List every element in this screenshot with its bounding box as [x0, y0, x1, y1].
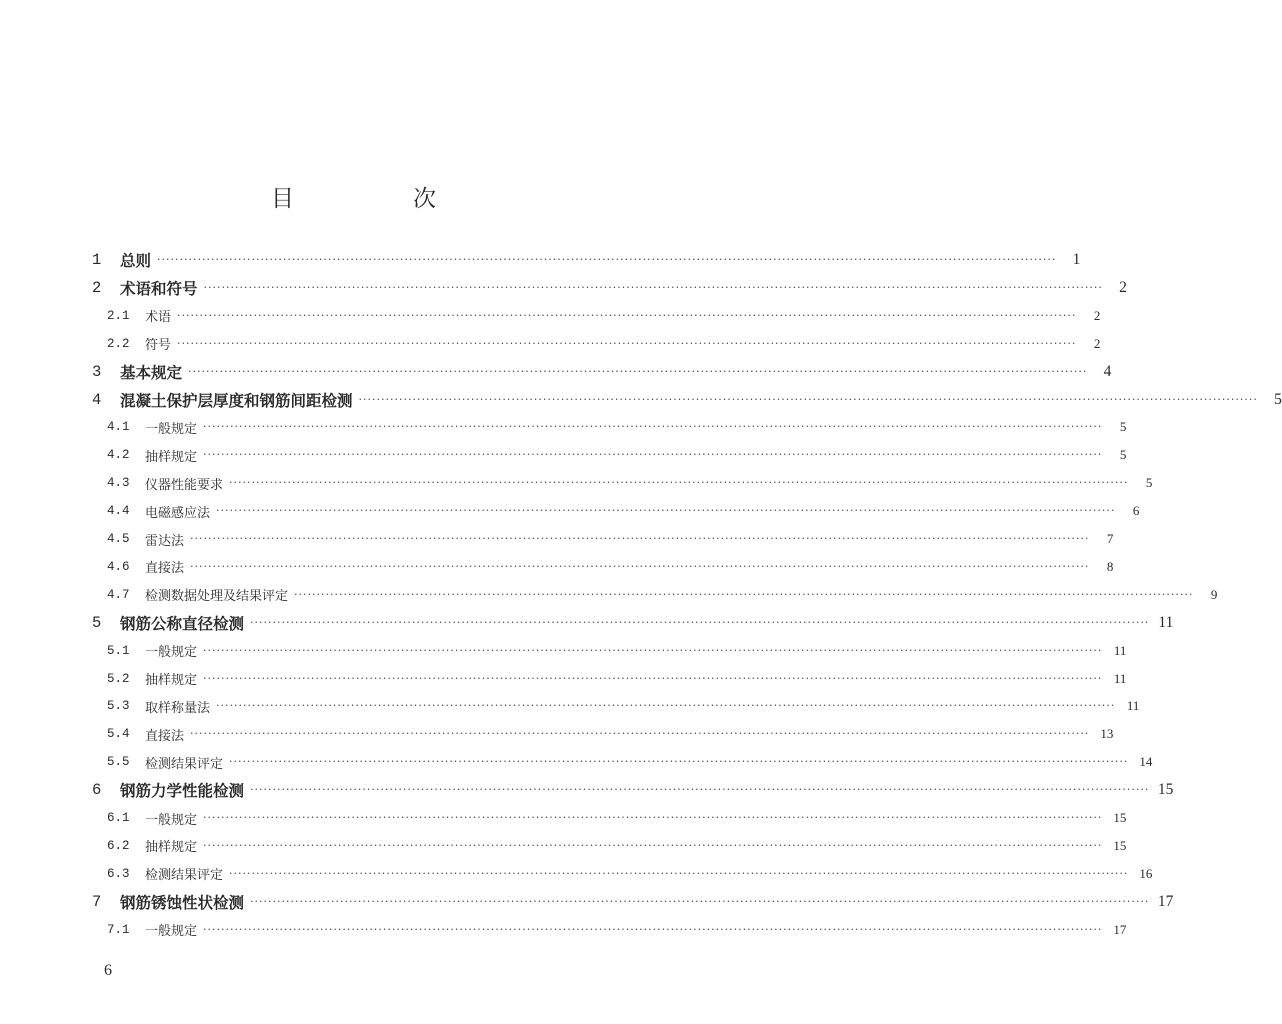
toc-section-entry[interactable] — [107, 641, 1127, 661]
toc-dot-leader: ········································································································································································································ — [177, 336, 1077, 350]
toc-entry-page: 6 — [1132, 503, 1140, 519]
toc-entry-page: 5 — [1274, 390, 1282, 408]
toc-entry-label: 取样称量法 — [145, 700, 211, 716]
page-number: 6 — [104, 962, 112, 979]
toc-dot-leader: ········································································································································································································ — [203, 671, 1103, 685]
toc-entry-page: 1 — [1072, 251, 1081, 268]
toc-dot-leader: ········································································································································································································ — [216, 699, 1116, 713]
toc-entry-label: 钢筋公称直径检测 — [120, 613, 245, 633]
toc-entry-number: 1 — [92, 251, 102, 269]
toc-dot-leader: ········································································································································································································ — [229, 866, 1129, 880]
toc-entry-number: 2.2 — [107, 336, 130, 351]
toc-entry-page: 7 — [1106, 531, 1114, 546]
toc-section-entry[interactable] — [107, 696, 1140, 716]
toc-dot-leader: ········································································································································································································ — [229, 755, 1129, 769]
toc-entry-number: 3 — [92, 362, 102, 381]
toc-dot-leader: ········································································································································································································ — [190, 727, 1090, 741]
toc-entry-label: 检测结果评定 — [145, 868, 224, 884]
toc-section-entry[interactable] — [107, 557, 1114, 577]
toc-chapter-entry[interactable] — [92, 250, 1081, 270]
toc-entry-page: 11 — [1158, 613, 1174, 631]
toc-section-entry[interactable] — [107, 334, 1101, 354]
toc-dot-leader: ········································································································································································································ — [157, 253, 1057, 266]
toc-entry-number: 4.6 — [107, 559, 130, 574]
toc-entry-number: 4.1 — [107, 420, 130, 435]
toc-chapter-entry[interactable] — [92, 362, 1112, 382]
toc-entry-page: 2 — [1093, 335, 1101, 351]
toc-entry-page: 5 — [1119, 447, 1127, 463]
toc-entry-number: 4.7 — [107, 587, 130, 602]
toc-entry-page: 14 — [1139, 754, 1153, 770]
toc-dot-leader: ········································································································································································································ — [188, 364, 1088, 378]
toc-entry-number: 4.5 — [107, 532, 130, 546]
toc-dot-leader: ········································································································································································································ — [177, 308, 1077, 322]
toc-entry-label: 抽样规定 — [145, 840, 198, 856]
toc-entry-label: 一般规定 — [145, 645, 198, 661]
toc-entry-label: 钢筋力学性能检测 — [120, 781, 245, 801]
toc-entry-label: 检测数据处理及结果评定 — [145, 589, 289, 605]
toc-entry-number: 4 — [92, 390, 102, 409]
toc-dot-leader: ········································································································································································································ — [229, 476, 1129, 490]
toc-entry-label: 直接法 — [145, 728, 185, 744]
toc-section-entry[interactable] — [107, 864, 1153, 884]
toc-entry-label: 抽样规定 — [145, 449, 198, 465]
toc-dot-leader: ········································································································································································································ — [294, 587, 1194, 601]
toc-entry-page: 17 — [1113, 921, 1127, 937]
toc-entry-page: 15 — [1113, 810, 1127, 825]
toc-entry-number: 5.5 — [107, 755, 130, 770]
toc-section-entry[interactable] — [107, 529, 1114, 549]
toc-dot-leader: ········································································································································································································ — [203, 280, 1103, 294]
toc-entry-page: 17 — [1157, 892, 1174, 910]
toc-entry-number: 7 — [92, 892, 102, 911]
toc-entry-page: 5 — [1119, 419, 1127, 435]
toc-entry-number: 4.4 — [107, 504, 130, 519]
toc-entry-page: 11 — [1113, 670, 1127, 686]
toc-entry-label: 符号 — [145, 338, 172, 354]
toc-dot-leader: ········································································································································································································ — [216, 504, 1116, 518]
toc-chapter-entry[interactable] — [92, 892, 1174, 912]
toc-section-entry[interactable] — [107, 501, 1140, 521]
toc-dot-leader: ········································································································································································································ — [250, 615, 1150, 629]
toc-entry-page: 15 — [1113, 837, 1127, 853]
toc-entry-page: 8 — [1106, 558, 1114, 574]
toc-section-entry[interactable] — [107, 808, 1127, 828]
toc-section-entry[interactable] — [107, 417, 1127, 437]
toc-entry-label: 仪器性能要求 — [145, 477, 224, 493]
toc-entry-page: 4 — [1103, 362, 1112, 380]
toc-chapter-entry[interactable] — [92, 278, 1127, 298]
toc-entry-number: 5.2 — [107, 671, 130, 686]
toc-entry-label: 术语 — [145, 310, 172, 326]
toc-section-entry[interactable] — [107, 920, 1127, 940]
toc-entry-label: 抽样规定 — [145, 673, 198, 688]
toc-entry-number: 5.1 — [107, 643, 130, 658]
toc-entry-number: 5.4 — [107, 727, 130, 742]
toc-entry-page: 5 — [1145, 475, 1153, 491]
toc-entry-label: 混凝土保护层厚度和钢筋间距检测 — [120, 390, 353, 410]
toc-entry-page: 13 — [1100, 726, 1114, 742]
toc-entry-label: 基本规定 — [120, 362, 183, 382]
toc-dot-leader: ········································································································································································································ — [203, 643, 1103, 657]
toc-entry-number: 6.3 — [107, 866, 130, 881]
toc-section-entry[interactable] — [107, 752, 1153, 772]
toc-entry-label: 雷达法 — [145, 533, 185, 549]
toc-entry-label: 电磁感应法 — [145, 505, 211, 521]
toc-entry-label: 一般规定 — [145, 924, 198, 940]
toc-title: 目 次 — [271, 186, 484, 212]
toc-chapter-entry[interactable] — [92, 780, 1174, 801]
toc-entry-number: 6 — [92, 781, 102, 800]
toc-section-entry[interactable] — [107, 306, 1101, 326]
toc-entry-page: 2 — [1093, 307, 1101, 323]
toc-entry-label: 一般规定 — [145, 812, 198, 828]
toc-entry-label: 直接法 — [145, 561, 185, 577]
toc-entry-page: 11 — [1113, 642, 1127, 658]
toc-entry-number: 2.1 — [107, 308, 130, 323]
toc-entry-number: 4.2 — [107, 448, 130, 463]
toc-entry-label: 术语和符号 — [120, 278, 198, 298]
toc-dot-leader: ········································································································································································································ — [250, 783, 1150, 797]
toc-section-entry[interactable] — [107, 585, 1218, 605]
toc-entry-label: 总则 — [120, 251, 152, 270]
toc-entry-number: 5 — [92, 613, 102, 632]
toc-entry-page: 15 — [1157, 781, 1174, 799]
toc-dot-leader: ········································································································································································································ — [250, 894, 1150, 908]
toc-entry-number: 4.3 — [107, 476, 130, 491]
toc-entry-page: 16 — [1139, 865, 1153, 881]
toc-entry-number: 2 — [92, 278, 102, 297]
toc-section-entry[interactable] — [107, 669, 1127, 689]
toc-entry-number: 5.3 — [107, 699, 130, 714]
toc-section-entry[interactable] — [107, 445, 1127, 465]
toc-dot-leader: ········································································································································································································ — [203, 448, 1103, 462]
toc-entry-page: 9 — [1210, 586, 1218, 602]
toc-dot-leader: ········································································································································································································ — [203, 420, 1103, 434]
toc-dot-leader: ········································································································································································································ — [203, 811, 1103, 824]
toc-entry-label: 一般规定 — [145, 421, 198, 437]
toc-entry-label: 钢筋锈蚀性状检测 — [120, 892, 245, 912]
toc-dot-leader: ········································································································································································································ — [358, 392, 1258, 406]
toc-entry-number: 7.1 — [107, 922, 130, 937]
toc-section-entry[interactable] — [107, 836, 1127, 856]
toc-section-entry[interactable] — [107, 724, 1114, 744]
toc-dot-leader: ········································································································································································································ — [190, 559, 1090, 573]
toc-entry-number: 6.1 — [107, 811, 130, 825]
toc-dot-leader: ········································································································································································································ — [203, 838, 1103, 852]
toc-section-entry[interactable] — [107, 473, 1153, 493]
toc-entry-number: 6.2 — [107, 838, 130, 853]
toc-entry-page: 2 — [1119, 278, 1127, 296]
toc-entry-page: 11 — [1126, 698, 1140, 714]
toc-entry-label: 检测结果评定 — [145, 756, 224, 772]
toc-chapter-entry[interactable] — [92, 390, 1282, 410]
toc-chapter-entry[interactable] — [92, 613, 1174, 633]
toc-dot-leader: ········································································································································································································ — [190, 532, 1090, 545]
toc-dot-leader: ········································································································································································································ — [203, 922, 1103, 936]
